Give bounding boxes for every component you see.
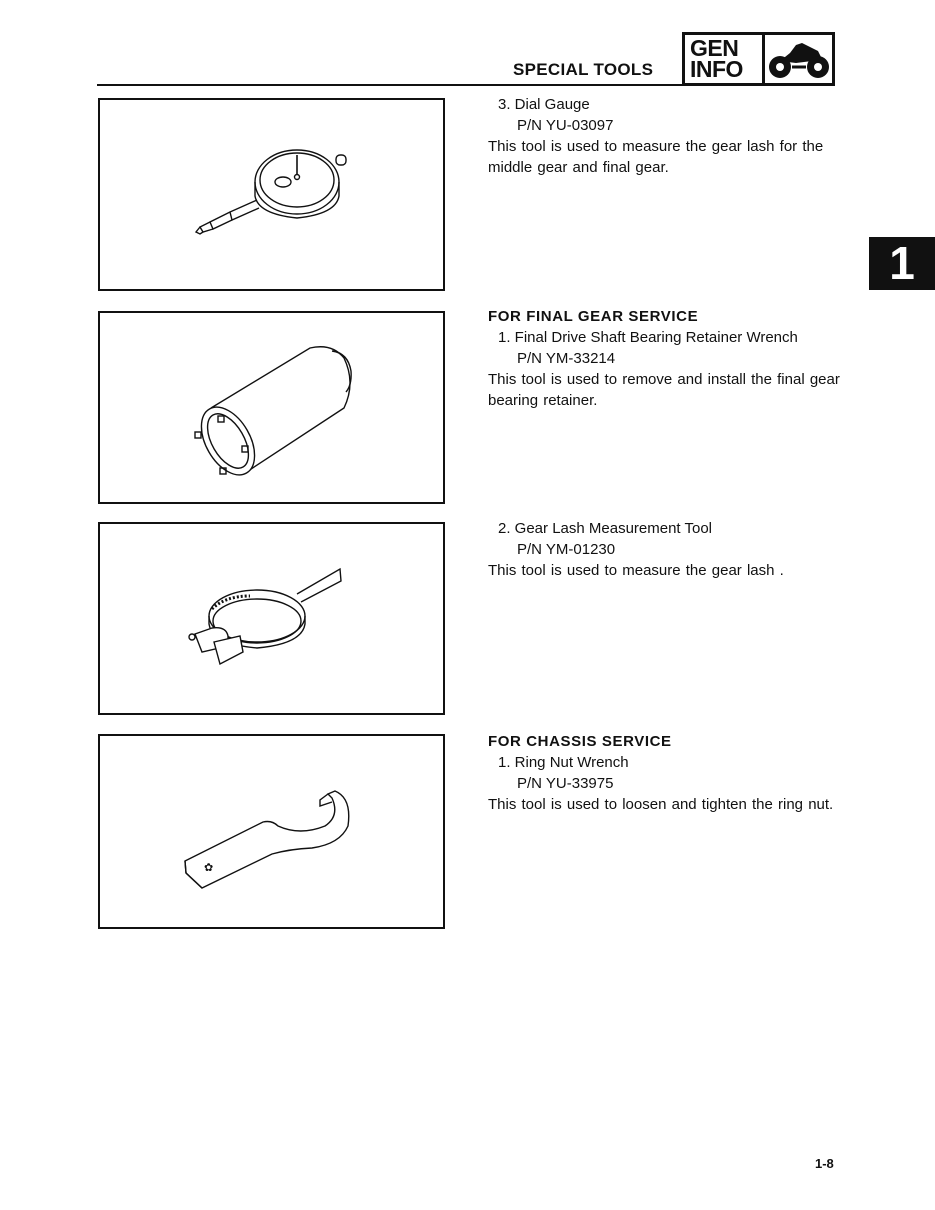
retainer-wrench-icon: [100, 313, 443, 502]
ring-nut-wrench-icon: [100, 736, 443, 927]
tool-name: 1. Final Drive Shaft Bearing Retainer Wrench: [498, 329, 798, 346]
ring-nut-wrench-illustration: [98, 734, 445, 929]
tool-block-gear-lash: [488, 518, 848, 581]
tool-description: This tool is used to remove and install the final gear bearing retainer.: [488, 371, 840, 409]
tool-name: 1. Ring Nut Wrench: [498, 754, 629, 771]
gen-info-label: [685, 35, 765, 83]
page-title: SPECIAL TOOLS: [513, 60, 654, 79]
chapter-tab: 1: [869, 237, 935, 290]
page-number: 1-8: [815, 1156, 834, 1171]
tool-block-ring-nut-wrench: [488, 731, 848, 815]
tool-description: This tool is used to measure the gear lash .: [488, 562, 784, 579]
part-number: P/N YU-03097: [517, 117, 614, 134]
gen-label: GEN: [690, 35, 739, 61]
header-rule: [97, 84, 682, 86]
tool-description: This tool is used to measure the gear lash for the middle gear and final gear.: [488, 138, 824, 176]
section-heading-final-gear: FOR FINAL GEAR SERVICE: [488, 308, 699, 325]
tool-block-retainer-wrench: [488, 306, 848, 411]
gear-lash-tool-illustration: [98, 522, 445, 715]
section-heading-chassis: FOR CHASSIS SERVICE: [488, 733, 672, 750]
part-number: P/N YM-33214: [517, 350, 616, 367]
atv-icon: [765, 35, 832, 83]
tool-block-dial-gauge: [488, 94, 848, 178]
tool-name: 2. Gear Lash Measurement Tool: [498, 520, 713, 537]
dial-gauge-illustration: [98, 98, 445, 291]
gen-info-badge: [682, 32, 835, 86]
part-number: P/N YU-33975: [517, 775, 614, 792]
gear-lash-tool-icon: [100, 524, 443, 713]
part-number: P/N YM-01230: [517, 541, 616, 558]
tool-description: This tool is used to loosen and tighten the ring nut.: [488, 796, 834, 813]
info-label: INFO: [690, 56, 743, 82]
svg-text:✿: ✿: [204, 862, 214, 874]
tool-name: 3. Dial Gauge: [498, 96, 590, 113]
dial-gauge-icon: [100, 100, 443, 289]
bearing-retainer-wrench-illustration: [98, 311, 445, 504]
